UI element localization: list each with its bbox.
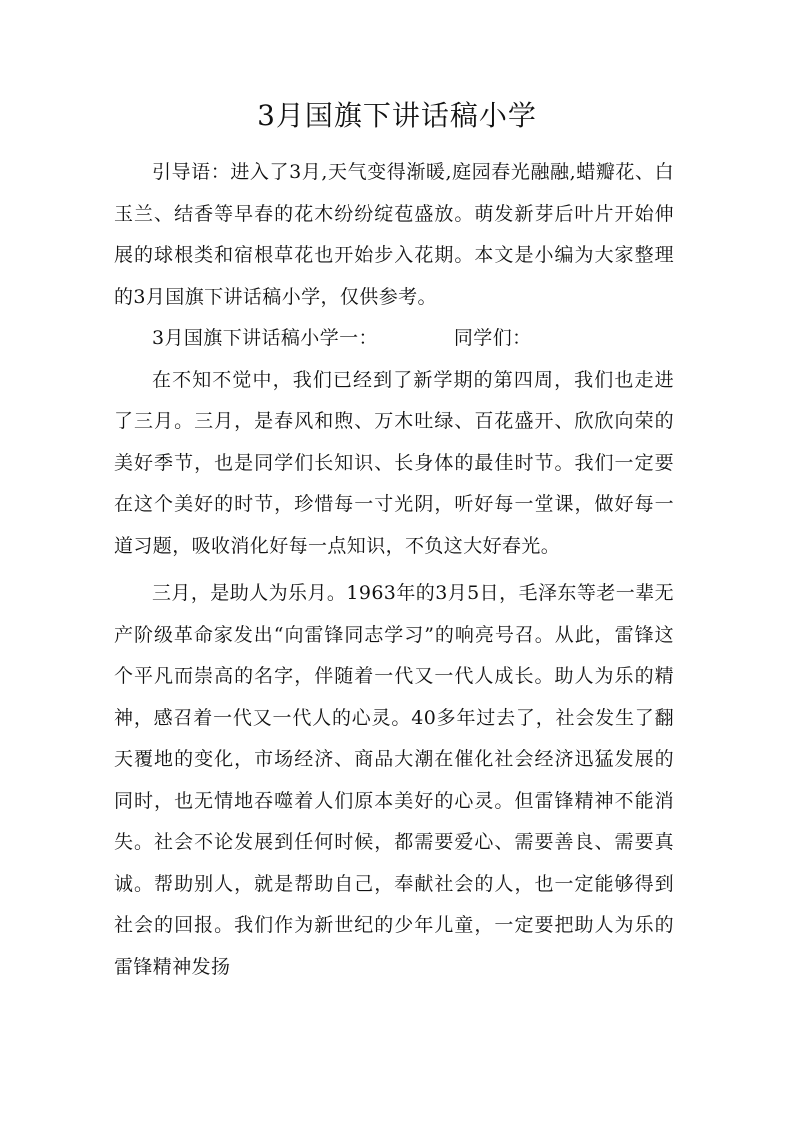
intro-paragraph: 引导语：进入了3月,天气变得渐暖,庭园春光融融,蜡瓣花、白玉兰、结香等早春的花木纷纷绽苞盛放。萌发新芽后叶片开始伸展的球根类和宿根草花也开始步入花期。本文是小编为大家整理的3月国旗下讲话稿小学，仅供参考。	[114, 161, 674, 308]
document-title: 3月国旗下讲话稿小学	[257, 99, 537, 132]
section-heading-line	[114, 318, 674, 360]
document-body	[114, 152, 674, 988]
section-heading: 3月国旗下讲话稿小学一：	[152, 327, 378, 349]
body-paragraph-1: 在不知不觉中，我们已经到了新学期的第四周，我们也走进了三月。三月，是春风和煦、万木吐绿、百花盛开、欣欣向荣的美好季节，也是同学们长知识、长身体的最佳时节。我们一定要在这个美好的时节，珍惜每一寸光阴，听好每一堂课，做好每一道习题，吸收消化好每一点知识，不负这大好春光。	[114, 368, 674, 557]
salutation: 同学们：	[453, 327, 532, 349]
body-paragraph-2: 三月，是助人为乐月。1963年的3月5日，毛泽东等老一辈无产阶级革命家发出“向雷锋同志学习”的响亮号召。从此，雷锋这个平凡而崇高的名字，伴随着一代又一代人成长。助人为乐的精神，感召着一代又一代人的心灵。40多年过去了，社会发生了翻天覆地的变化，市场经济、商品大潮在催化社会经济迅猛发展的同时，也无情地吞噬着人们原本美好的心灵。但雷锋精神不能消失。社会不论发展到任何时候，都需要爱心、需要善良、需要真诚。帮助别人，就是帮助自己，奉献社会的人，也一定能够得到社会的回报。我们作为新世纪的少年儿童，一定要把助人为乐的雷锋精神发扬	[114, 582, 674, 978]
